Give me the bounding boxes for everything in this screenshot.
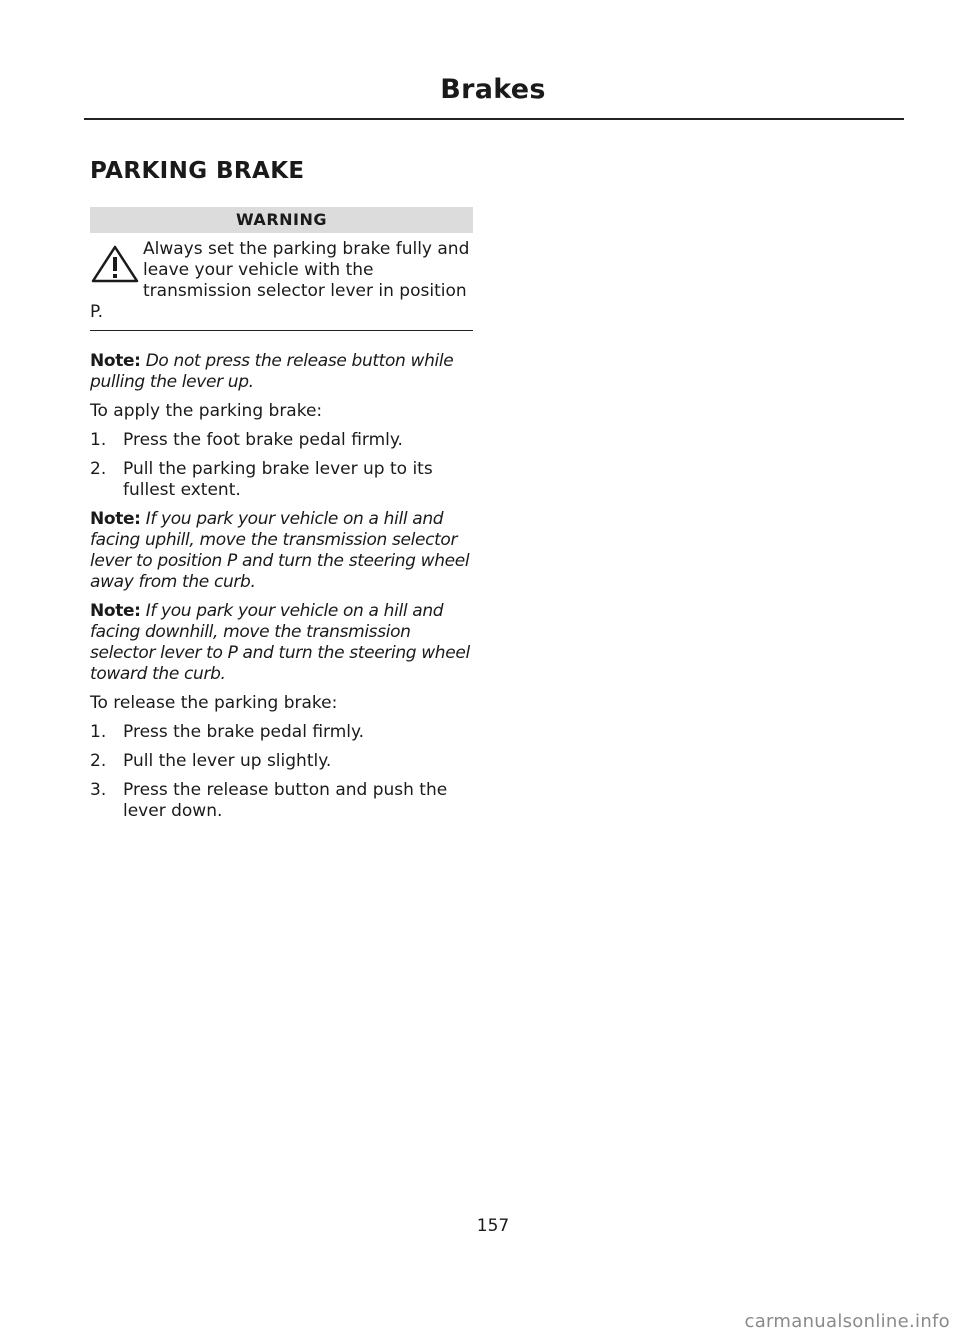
note-downhill [90, 601, 474, 685]
step-text: Pull the parking brake lever up to its fullest extent. [123, 459, 433, 500]
warning-message [90, 239, 473, 323]
body-text [90, 351, 474, 830]
warning-divider [90, 330, 473, 331]
note-release-button [90, 351, 474, 393]
header-divider [84, 118, 904, 120]
step-number: 2. [90, 751, 107, 771]
release-intro: To release the parking brake: [90, 693, 338, 713]
release-step [90, 780, 474, 822]
page-number: 157 [476, 1216, 510, 1236]
step-number: 1. [90, 722, 107, 742]
section-title: PARKING BRAKE [90, 158, 305, 184]
apply-intro: To apply the parking brake: [90, 401, 323, 421]
step-number: 3. [90, 780, 107, 800]
note-text: If you park your vehicle on a hill and facing uphill, move the transmission selector lever to position P and turn the steering wheel away from the curb. [90, 509, 470, 592]
note-label: Note: [90, 601, 141, 621]
note-text: Do not press the release button while pulling the lever up. [90, 351, 454, 392]
release-step [90, 722, 474, 743]
apply-step [90, 459, 474, 501]
apply-step [90, 430, 474, 451]
step-text: Press the foot brake pedal firmly. [123, 430, 403, 450]
step-text: Pull the lever up slightly. [123, 751, 332, 771]
step-number: 1. [90, 430, 107, 450]
step-text: Press the release button and push the lever down. [123, 780, 448, 821]
step-text: Press the brake pedal firmly. [123, 722, 365, 742]
note-label: Note: [90, 351, 141, 371]
release-step [90, 751, 474, 772]
watermark: carmanualsonline.info [744, 1311, 950, 1332]
chapter-title: Brakes [440, 74, 546, 105]
warning-text: Always set the parking brake fully and leave your vehicle with the transmission selector lever in position P. [90, 239, 470, 322]
note-label: Note: [90, 509, 141, 529]
step-number: 2. [90, 459, 107, 479]
note-text: If you park your vehicle on a hill and facing downhill, move the transmission selector lever to P and turn the steering wheel toward the curb. [90, 601, 470, 684]
warning-heading: WARNING [90, 207, 473, 233]
note-uphill [90, 509, 474, 593]
